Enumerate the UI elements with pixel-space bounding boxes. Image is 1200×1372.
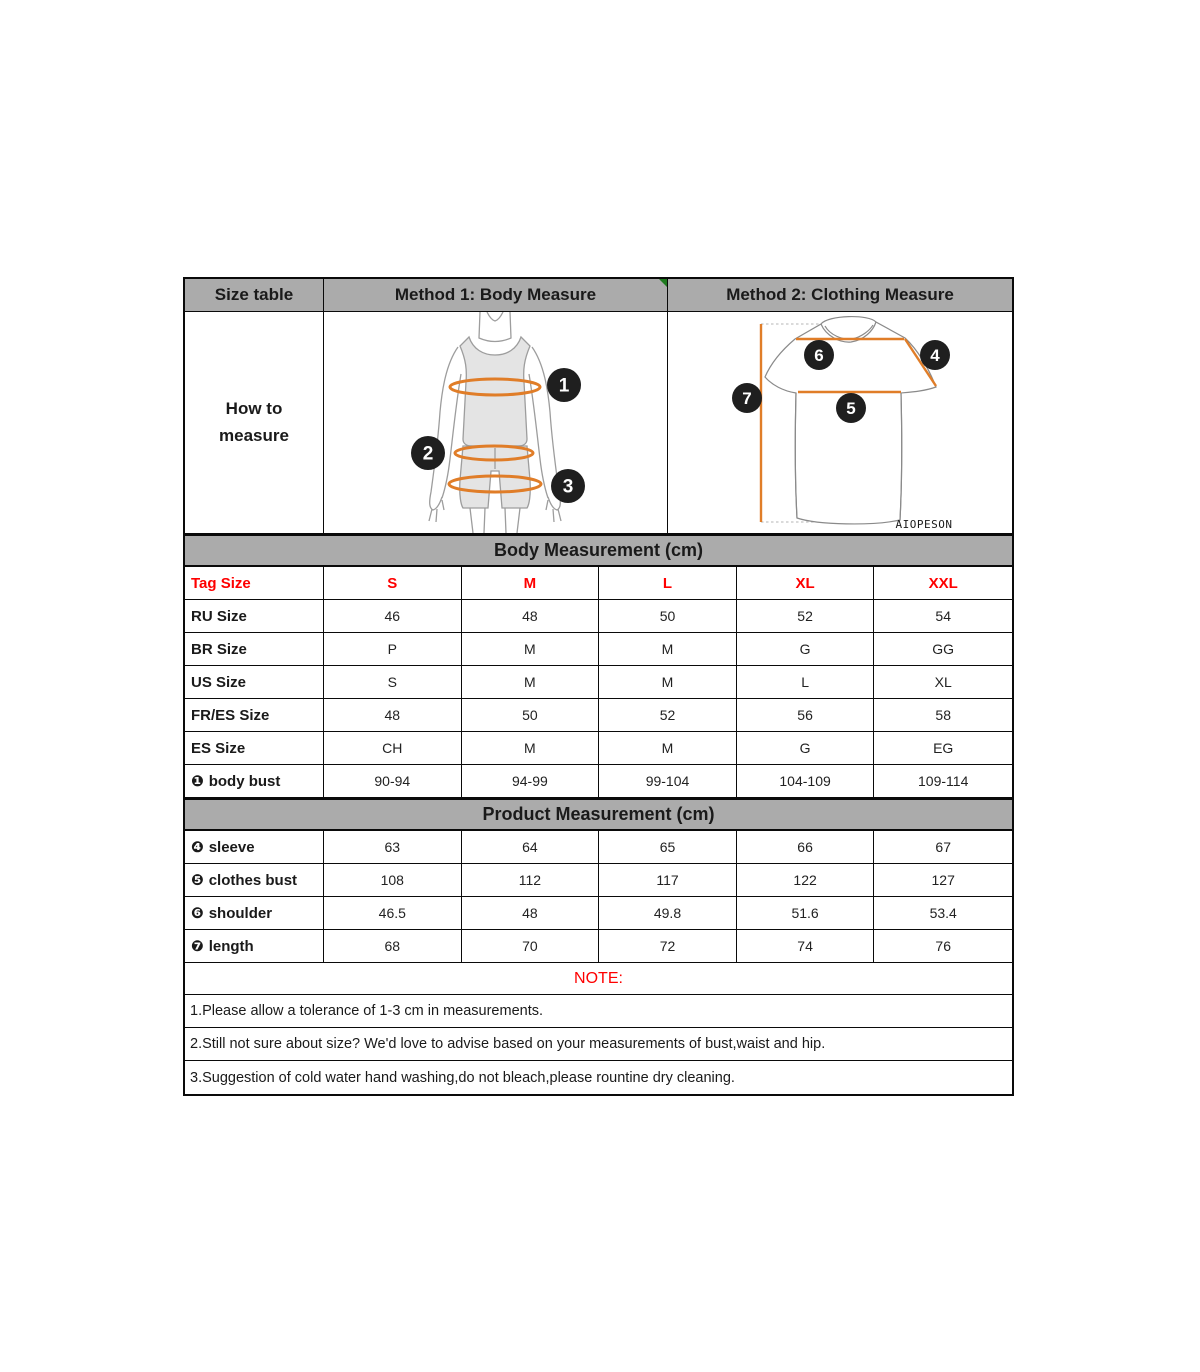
row-label: US Size [185, 666, 324, 698]
row-label: ❹ sleeve [185, 831, 324, 863]
tag-size-row [185, 567, 1012, 600]
size-value-cell: 64 [462, 831, 600, 863]
size-value-cell: 67 [935, 839, 951, 855]
size-value-cell: 50 [462, 699, 600, 731]
marker-4-icon: ❹ [191, 839, 204, 856]
table-row-fres-size [185, 699, 1012, 732]
size-value-cell: 49.8 [599, 897, 737, 929]
brand-label: AIOPESON [895, 518, 953, 531]
size-value-cell: 46 [324, 600, 462, 632]
size-value-cell: 108 [324, 864, 462, 896]
method2-header: Method 2: Clothing Measure [726, 285, 954, 304]
size-value-cell: 66 [737, 831, 875, 863]
note-item-3: 3.Suggestion of cold water hand washing,do not bleach,please rountine dry cleaning. [190, 1069, 735, 1086]
size-value-cell: M [599, 732, 737, 764]
cell-corner-marker-icon [659, 279, 667, 287]
row-label: BR Size [185, 633, 324, 665]
size-value-cell: 46.5 [324, 897, 462, 929]
marker-5-number: 5 [846, 398, 856, 418]
size-value-cell: 99-104 [599, 765, 737, 797]
size-value-cell: 117 [599, 864, 737, 896]
size-value-cell: 48 [462, 897, 600, 929]
table-row-br-size [185, 633, 1012, 666]
row-label: ❶ body bust [185, 765, 324, 797]
size-value-cell: P [324, 633, 462, 665]
row-label-tag-size: Tag Size [185, 567, 324, 599]
size-value-cell: 65 [599, 831, 737, 863]
table-row-sleeve [185, 831, 1012, 864]
size-value-cell: XL [934, 674, 952, 690]
body-measurement-title: Body Measurement (cm) [185, 534, 1012, 567]
marker-6-number: 6 [814, 345, 824, 365]
table-row-es-size [185, 732, 1012, 765]
marker-6-icon: ❻ [191, 905, 204, 922]
size-value-cell: 72 [599, 930, 737, 962]
marker-1-icon: ❶ [191, 773, 204, 790]
size-value-cell: 56 [737, 699, 875, 731]
method1-header [324, 279, 668, 311]
table-row-ru-size [185, 600, 1012, 633]
note-item-2: 2.Still not sure about size? We'd love to advise based on your measurements of bust,waist and hip. [185, 1028, 1012, 1061]
row-label: ❻ shoulder [185, 897, 324, 929]
size-value-cell: M [462, 732, 600, 764]
size-value-cell: 63 [324, 831, 462, 863]
marker-7-icon: ❼ [191, 938, 204, 955]
size-col-header-l: L [599, 567, 737, 599]
size-value-cell: 104-109 [737, 765, 875, 797]
body-figure-illustration [324, 312, 667, 533]
size-value-cell: 112 [462, 864, 600, 896]
size-value-cell: CH [324, 732, 462, 764]
size-value-cell: 51.6 [737, 897, 875, 929]
marker-4-number: 4 [930, 345, 940, 365]
size-value-cell: S [324, 666, 462, 698]
size-value-cell: M [462, 633, 600, 665]
how-to-measure-label: How to measure [185, 312, 324, 533]
row-label: FR/ES Size [185, 699, 324, 731]
size-value-cell: 70 [462, 930, 600, 962]
size-value-cell: GG [932, 641, 955, 657]
size-value-cell: 50 [599, 600, 737, 632]
clothing-measure-diagram [668, 312, 1012, 533]
table-row-shoulder [185, 897, 1012, 930]
size-value-cell: 94-99 [462, 765, 600, 797]
row-label: ES Size [185, 732, 324, 764]
size-value-cell: 109-114 [918, 773, 969, 789]
how-to-measure-row [185, 312, 1012, 534]
size-value-cell: 48 [324, 699, 462, 731]
size-value-cell: M [599, 633, 737, 665]
table-row-us-size [185, 666, 1012, 699]
size-value-cell: 58 [935, 707, 951, 723]
size-col-header-m: M [462, 567, 600, 599]
row-label: ❼ length [185, 930, 324, 962]
note-title: NOTE: [185, 963, 1012, 995]
row-label: ❺ clothes bust [185, 864, 324, 896]
size-col-header-xxl: XXL [928, 574, 958, 592]
size-value-cell: 127 [931, 872, 955, 888]
size-value-cell: EG [933, 740, 954, 756]
size-value-cell: 90-94 [324, 765, 462, 797]
size-value-cell: M [462, 666, 600, 698]
size-value-cell: 52 [737, 600, 875, 632]
marker-5-icon: ❺ [191, 872, 204, 889]
size-value-cell: 53.4 [929, 905, 957, 921]
size-value-cell: G [737, 633, 875, 665]
size-value-cell: 48 [462, 600, 600, 632]
table-row-length [185, 930, 1012, 963]
marker-3-number: 3 [562, 476, 574, 498]
size-value-cell: L [737, 666, 875, 698]
table-row-body-bust [185, 765, 1012, 798]
size-value-cell: 76 [935, 938, 951, 954]
size-value-cell: 52 [599, 699, 737, 731]
marker-7-number: 7 [742, 388, 752, 408]
size-value-cell: 74 [737, 930, 875, 962]
marker-1-number: 1 [558, 375, 570, 397]
product-measurement-title: Product Measurement (cm) [185, 798, 1012, 831]
size-value-cell: M [599, 666, 737, 698]
method1-header-label: Method 1: Body Measure [394, 285, 597, 304]
row-label: RU Size [185, 600, 324, 632]
size-col-header-s: S [324, 567, 462, 599]
size-value-cell: 122 [737, 864, 875, 896]
size-table-title: Size table [185, 279, 324, 311]
header-row [185, 279, 1012, 312]
table-row-clothes-bust [185, 864, 1012, 897]
body-measure-diagram [324, 312, 668, 533]
tshirt-illustration [668, 312, 1012, 533]
size-value-cell: 54 [935, 608, 951, 624]
size-value-cell: 68 [324, 930, 462, 962]
size-chart [183, 277, 1014, 1096]
size-value-cell: G [737, 732, 875, 764]
marker-2-number: 2 [422, 443, 434, 465]
note-item-1: 1.Please allow a tolerance of 1-3 cm in measurements. [185, 995, 1012, 1028]
size-col-header-xl: XL [737, 567, 875, 599]
